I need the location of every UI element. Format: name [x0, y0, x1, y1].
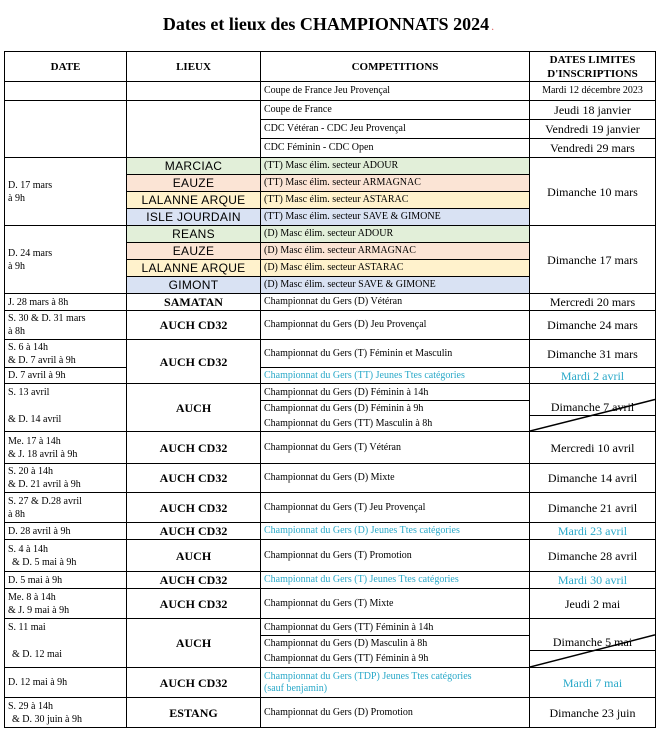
table-row [5, 523, 656, 540]
table-row [5, 464, 656, 493]
table-row [5, 384, 656, 432]
place-cell: AUCH CD32 [127, 572, 261, 589]
place-cell: EAUZE [127, 175, 261, 192]
place-cell: EAUZE [127, 243, 261, 260]
table-row [5, 82, 656, 101]
competition-cell: Coupe de France Jeu Provençal [261, 82, 530, 101]
date-cell: S. 4 à 14h & D. 5 mai à 9h [5, 540, 127, 572]
table-row [5, 311, 656, 340]
date-cell: S. 27 & D.28 avril à 8h [5, 493, 127, 523]
deadline-cell: Dimanche 17 mars [530, 226, 656, 294]
place-cell: LALANNE ARQUE [127, 192, 261, 209]
date-cell: D. 28 avril à 9h [5, 523, 127, 540]
competition-cell: Championnat du Gers (D) Promotion [261, 698, 530, 728]
competition-cell: (TT) Masc élim. secteur SAVE & GIMONE [261, 209, 530, 226]
competition-cell: Coupe de France [261, 101, 530, 120]
table-row [5, 294, 656, 311]
competition-cell: Championnat du Gers (T) Vétéran [261, 432, 530, 464]
place-cell: AUCH CD32 [127, 432, 261, 464]
date-cell: S. 13 avril & D. 14 avril [5, 384, 127, 432]
header-deadline: DATES LIMITES D'INSCRIPTIONS [530, 52, 656, 82]
table-row [5, 619, 656, 668]
date-cell: D. 7 avril à 9h [5, 368, 127, 384]
competition-cell: Championnat du Gers (D) Jeu Provençal [261, 311, 530, 340]
competition-cell: Championnat du Gers (T) Féminin et Masculin [261, 340, 530, 368]
competition-stack [261, 619, 530, 668]
date-cell: Me. 17 à 14h & J. 18 avril à 9h [5, 432, 127, 464]
competition-cell: Championnat du Gers (T) Jeu Provençal [261, 493, 530, 523]
table-row [5, 158, 656, 175]
place-cell: ISLE JOURDAIN [127, 209, 261, 226]
competition-cell: CDC Vétéran - CDC Jeu Provençal [261, 120, 530, 139]
date-cell: Me. 8 à 14h & J. 9 mai à 9h [5, 589, 127, 619]
competition-cell: Championnat du Gers (D) Mixte [261, 464, 530, 493]
table-row [5, 432, 656, 464]
place-cell: AUCH CD32 [127, 464, 261, 493]
competition-line: Championnat du Gers (D) Masculin à 8h [264, 638, 428, 649]
table-row [5, 340, 656, 368]
deadline-cell: Dimanche 23 juin [530, 698, 656, 728]
deadline-cell: Dimanche 28 avril [530, 540, 656, 572]
competition-cell: Championnat du Gers (T) Promotion [261, 540, 530, 572]
place-cell: AUCH CD32 [127, 589, 261, 619]
table-row [5, 572, 656, 589]
table-row [5, 589, 656, 619]
deadline-cell: Mardi 7 mai [530, 668, 656, 698]
date-cell: D. 24 mars à 9h [5, 226, 127, 294]
date-cell: J. 28 mars à 8h [5, 294, 127, 311]
date-cell: D. 12 mai à 9h [5, 668, 127, 698]
deadline-cell: Dimanche 31 mars [530, 340, 656, 368]
place-cell: AUCH [127, 619, 261, 668]
competition-cell: Championnat du Gers (T) Mixte [261, 589, 530, 619]
competition-line: Championnat du Gers (TT) Féminin à 14h [261, 620, 529, 636]
place-cell: LALANNE ARQUE [127, 260, 261, 277]
deadline-cell: Dimanche 21 avril [530, 493, 656, 523]
place-cell: AUCH CD32 [127, 340, 261, 384]
place-cell: GIMONT [127, 277, 261, 294]
competition-cell: Championnat du Gers (T) Jeunes Ttes catégories [261, 572, 530, 589]
deadline-cell: Dimanche 14 avril [530, 464, 656, 493]
table-row [5, 698, 656, 728]
competition-stack [261, 384, 530, 432]
deadline-cell: Dimanche 7 avril [530, 384, 656, 432]
competition-line: Championnat du Gers (TT) Féminin à 9h [264, 653, 429, 664]
championship-table [4, 51, 656, 728]
competition-line: Championnat du Gers (TT) Masculin à 8h [264, 417, 433, 429]
date-cell: S. 30 & D. 31 mars à 8h [5, 311, 127, 340]
deadline-cell: Jeudi 2 mai [530, 589, 656, 619]
deadline-cell: Mardi 2 avril [530, 368, 656, 384]
date-cell: S. 6 à 14h & D. 7 avril à 9h [5, 340, 127, 368]
date-cell: D. 17 mars à 9h [5, 158, 127, 226]
competition-cell: Championnat du Gers (TDP) Jeunes Ttes catégories (sauf benjamin) [261, 668, 530, 698]
header-lieux: LIEUX [127, 52, 261, 82]
date-cell: S. 29 à 14h & D. 30 juin à 9h [5, 698, 127, 728]
place-cell: AUCH CD32 [127, 493, 261, 523]
title-mark: . [491, 19, 495, 33]
competition-line: Championnat du Gers (D) Féminin à 14h [261, 385, 529, 401]
table-row [5, 540, 656, 572]
competition-cell: (TT) Masc élim. secteur ARMAGNAC [261, 175, 530, 192]
table-row [5, 493, 656, 523]
deadline-cell: Mardi 30 avril [530, 572, 656, 589]
table-row [5, 101, 656, 120]
deadline-cell: Mardi 23 avril [530, 523, 656, 540]
deadline-cell: Jeudi 18 janvier [530, 101, 656, 120]
place-cell: AUCH CD32 [127, 523, 261, 540]
competition-cell: CDC Féminin - CDC Open [261, 139, 530, 158]
date-cell: S. 11 mai & D. 12 mai [5, 619, 127, 668]
competition-cell: (D) Masc élim. secteur ASTARAC [261, 260, 530, 277]
diagonal-strike [530, 619, 655, 667]
competition-cell: (D) Masc élim. secteur ADOUR [261, 226, 530, 243]
table-row [5, 668, 656, 698]
date-cell: D. 5 mai à 9h [5, 572, 127, 589]
competition-cell: Championnat du Gers (D) Jeunes Ttes catégories [261, 523, 530, 540]
header-competitions: COMPETITIONS [261, 52, 530, 82]
competition-cell: (TT) Masc élim. secteur ADOUR [261, 158, 530, 175]
place-cell: AUCH [127, 540, 261, 572]
competition-cell: Championnat du Gers (TT) Jeunes Ttes catégories [261, 368, 530, 384]
table-row [5, 368, 656, 384]
deadline-cell: Dimanche 24 mars [530, 311, 656, 340]
competition-cell: (D) Masc élim. secteur SAVE & GIMONE [261, 277, 530, 294]
place-cell: AUCH [127, 384, 261, 432]
deadline-cell: Mardi 12 décembre 2023 [530, 82, 656, 101]
header-date: DATE [5, 52, 127, 82]
place-cell: MARCIAC [127, 158, 261, 175]
table-row [5, 226, 656, 243]
competition-cell: (TT) Masc élim. secteur ASTARAC [261, 192, 530, 209]
place-cell: ESTANG [127, 698, 261, 728]
deadline-cell: Mercredi 20 mars [530, 294, 656, 311]
place-cell: AUCH CD32 [127, 668, 261, 698]
date-cell: S. 20 à 14h & D. 21 avril à 9h [5, 464, 127, 493]
deadline-cell: Dimanche 10 mars [530, 158, 656, 226]
place-cell: AUCH CD32 [127, 311, 261, 340]
place-cell: SAMATAN [127, 294, 261, 311]
page-title: Dates et lieux des CHAMPIONNATS 2024 . [162, 14, 495, 34]
diagonal-strike [530, 384, 655, 431]
competition-line: Championnat du Gers (D) Féminin à 9h [264, 402, 424, 414]
deadline-cell: Dimanche 5 mai [530, 619, 656, 668]
deadline-cell: Vendredi 29 mars [530, 139, 656, 158]
place-cell: REANS [127, 226, 261, 243]
deadline-cell: Vendredi 19 janvier [530, 120, 656, 139]
header-row [5, 52, 656, 82]
competition-cell: (D) Masc élim. secteur ARMAGNAC [261, 243, 530, 260]
deadline-cell: Mercredi 10 avril [530, 432, 656, 464]
competition-cell: Championnat du Gers (D) Vétéran [261, 294, 530, 311]
